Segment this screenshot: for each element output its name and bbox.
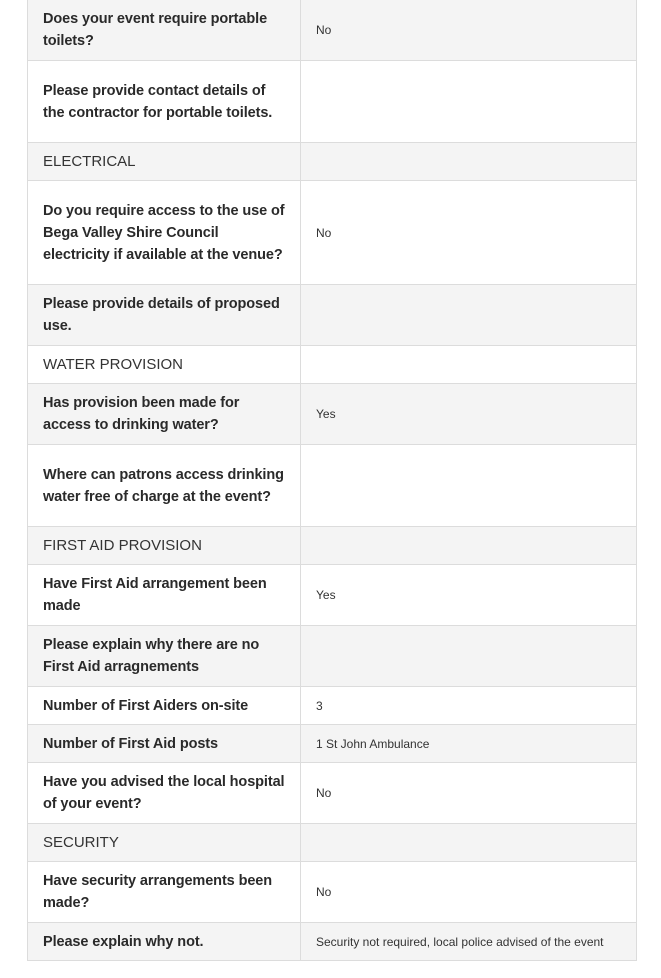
question-security-reason: Please explain why not. — [43, 933, 204, 950]
section-heading-cell — [28, 527, 301, 565]
question-cell — [28, 725, 301, 763]
question-no-first-aid-reason: Please explain why there are no First Aid arragnements — [43, 637, 260, 675]
answer-portable-toilets: No — [316, 23, 332, 37]
question-cell — [28, 763, 301, 824]
question-cell — [28, 687, 301, 725]
answer-security-reason: Security not required, local police advised of the event — [316, 934, 604, 949]
section-heading-cell — [28, 143, 301, 181]
table-row — [28, 384, 637, 445]
section-security: SECURITY — [43, 833, 119, 851]
table-row — [28, 565, 637, 626]
answer-cell — [301, 923, 637, 961]
answer-cell — [301, 0, 637, 61]
table-row — [28, 285, 637, 346]
answer-cell — [301, 565, 637, 626]
question-cell — [28, 862, 301, 923]
table-row — [28, 181, 637, 285]
question-cell — [28, 285, 301, 346]
question-first-aid-arrangement: Have First Aid arrangement been made — [43, 576, 267, 614]
table-row — [28, 923, 637, 961]
table-row — [28, 445, 637, 527]
answer-cell — [301, 527, 637, 565]
question-cell — [28, 384, 301, 445]
section-electrical: ELECTRICAL — [43, 152, 136, 170]
table-row — [28, 862, 637, 923]
question-drinking-water: Has provision been made for access to drinking water? — [43, 395, 240, 433]
answer-cell — [301, 61, 637, 143]
answer-cell — [301, 285, 637, 346]
section-row — [28, 824, 637, 862]
answer-security-arrangements: No — [316, 885, 332, 899]
section-row — [28, 527, 637, 565]
table-row — [28, 687, 637, 725]
answer-cell — [301, 181, 637, 285]
question-cell — [28, 0, 301, 61]
question-cell — [28, 565, 301, 626]
answer-cell — [301, 763, 637, 824]
question-cell — [28, 61, 301, 143]
table-row — [28, 626, 637, 687]
section-heading-cell — [28, 824, 301, 862]
answer-council-electricity: No — [316, 225, 332, 240]
table-row — [28, 763, 637, 824]
answer-first-aid-posts: 1 St John Ambulance — [316, 736, 430, 751]
answer-cell — [301, 384, 637, 445]
answer-cell — [301, 445, 637, 527]
question-first-aid-posts: Number of First Aid posts — [43, 735, 218, 752]
question-security-arrangements: Have security arrangements been made? — [43, 873, 273, 911]
question-cell — [28, 445, 301, 527]
question-free-water-location: Where can patrons access drinking water free of charge at the event? — [43, 466, 284, 505]
answer-hospital-advised: No — [316, 786, 332, 800]
question-cell — [28, 181, 301, 285]
question-hospital-advised: Have you advised the local hospital of your event? — [43, 774, 285, 812]
answer-cell — [301, 687, 637, 725]
answer-cell — [301, 824, 637, 862]
answer-drinking-water: Yes — [316, 407, 336, 421]
answer-cell — [301, 143, 637, 181]
question-cell — [28, 923, 301, 961]
table-row — [28, 61, 637, 143]
event-application-table — [27, 0, 637, 961]
answer-cell — [301, 725, 637, 763]
answer-cell — [301, 862, 637, 923]
section-row — [28, 346, 637, 384]
section-first-aid-provision: FIRST AID PROVISION — [43, 536, 202, 554]
question-council-electricity: Do you require access to the use of Bega Valley Shire Council electricity if available at the venue? — [43, 202, 285, 263]
question-portable-toilets: Does your event require portable toilets? — [43, 11, 268, 49]
question-first-aiders-count: Number of First Aiders on-site — [43, 697, 249, 714]
question-cell — [28, 626, 301, 687]
section-row — [28, 143, 637, 181]
answer-cell — [301, 346, 637, 384]
section-heading-cell — [28, 346, 301, 384]
answer-first-aiders-count: 3 — [316, 698, 323, 713]
table-row — [28, 0, 637, 61]
answer-first-aid-arrangement: Yes — [316, 588, 336, 602]
section-water-provision: WATER PROVISION — [43, 355, 184, 373]
answer-cell — [301, 626, 637, 687]
table-row — [28, 725, 637, 763]
question-toilet-contractor: Please provide contact details of the contractor for portable toilets. — [43, 82, 273, 121]
question-proposed-use: Please provide details of proposed use. — [43, 296, 280, 334]
